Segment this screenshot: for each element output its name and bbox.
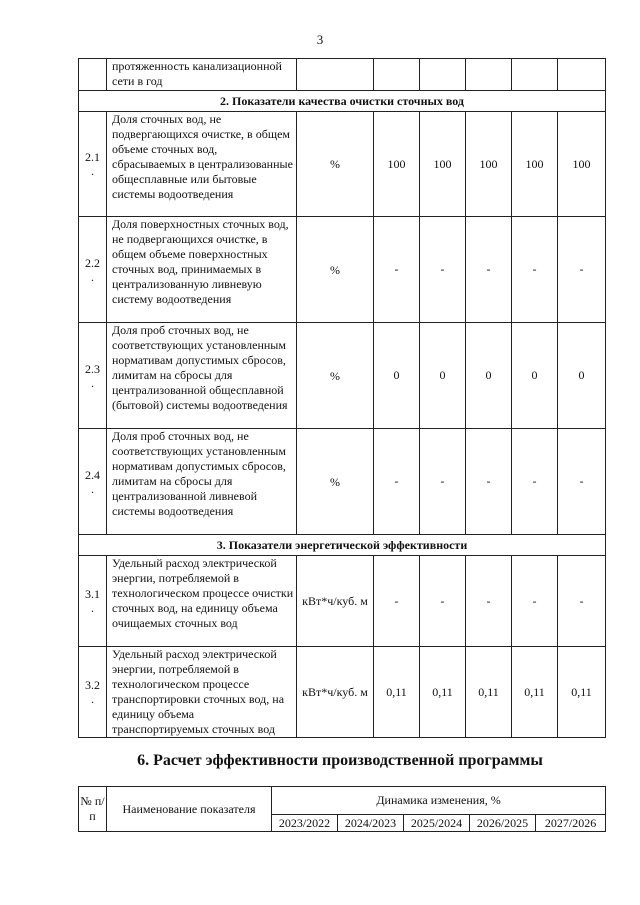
indicator-name: Удельный расход электрической энергии, потребляемой в технологическом процессе транспортировки сточных вод, на единицу объема транспортируемых сточных вод bbox=[107, 647, 297, 738]
table-row bbox=[79, 323, 606, 429]
row-number: 2.4 . bbox=[79, 429, 107, 535]
page-number: 3 bbox=[316, 32, 324, 47]
unit-cell: кВт*ч/куб. м bbox=[297, 556, 374, 647]
efficiency-table bbox=[78, 786, 606, 832]
column-header-name: Наименование показателя bbox=[107, 787, 272, 832]
value-cell: 0,11 bbox=[512, 647, 558, 738]
unit-cell: % bbox=[297, 323, 374, 429]
table-row bbox=[79, 647, 606, 738]
period-header: 2023/2022 bbox=[272, 815, 338, 832]
period-header: 2026/2025 bbox=[470, 815, 536, 832]
value-cell: - bbox=[558, 217, 606, 323]
value-cell: - bbox=[374, 429, 420, 535]
value-cell: - bbox=[374, 217, 420, 323]
indicator-name: Доля проб сточных вод, не соответствующих установленным нормативам допустимых сбросов, лимитам на сбросы для централизованной общесплавной (бытовой) системы водоотведения bbox=[107, 323, 297, 429]
value-cell: - bbox=[374, 556, 420, 647]
section-title: 2. Показатели качества очистки сточных вод bbox=[79, 91, 606, 112]
indicator-name: Доля проб сточных вод, не соответствующих установленным нормативам допустимых сбросов, лимитам на сбросы для централизованной ливневой системы водоотведения bbox=[107, 429, 297, 535]
value-cell: 100 bbox=[558, 112, 606, 217]
table-row bbox=[79, 556, 606, 647]
unit-cell: кВт*ч/куб. м bbox=[297, 647, 374, 738]
indicator-name: протяженность канализационной сети в год bbox=[107, 59, 297, 91]
row-number: 2.1 . bbox=[79, 112, 107, 217]
value-cell: 100 bbox=[512, 112, 558, 217]
unit-cell: % bbox=[297, 112, 374, 217]
indicator-name: Доля сточных вод, не подвергающихся очистке, в общем объеме сточных вод, сбрасываемых в централизованные общесплавные или бытовые системы водоотведения bbox=[107, 112, 297, 217]
unit-cell: % bbox=[297, 429, 374, 535]
value-cell: 0,11 bbox=[558, 647, 606, 738]
value-cell: 100 bbox=[420, 112, 466, 217]
indicators-table bbox=[78, 58, 606, 738]
row-number: 3.1 . bbox=[79, 556, 107, 647]
column-header-dynamics: Динамика изменения, % bbox=[272, 787, 606, 815]
value-cell: - bbox=[466, 217, 512, 323]
value-cell: 0 bbox=[558, 323, 606, 429]
row-number: 2.2 . bbox=[79, 217, 107, 323]
value-cell: - bbox=[512, 429, 558, 535]
value-cell: - bbox=[420, 556, 466, 647]
value-cell: 0,11 bbox=[374, 647, 420, 738]
indicator-name: Доля поверхностных сточных вод, не подвергающихся очистке, в общем объеме поверхностных сточных вод, принимаемых в централизованную ливневую систему водоотведения bbox=[107, 217, 297, 323]
value-cell: 0,11 bbox=[466, 647, 512, 738]
indicator-name: Удельный расход электрической энергии, потребляемой в технологическом процессе очистки сточных вод, на единицу объема очищаемых сточных вод bbox=[107, 556, 297, 647]
value-cell: 0 bbox=[374, 323, 420, 429]
section-row bbox=[79, 91, 606, 112]
row-number: 3.2 . bbox=[79, 647, 107, 738]
value-cell: 100 bbox=[466, 112, 512, 217]
value-cell: - bbox=[466, 556, 512, 647]
value-cell: - bbox=[512, 217, 558, 323]
unit-cell: % bbox=[297, 217, 374, 323]
section-row bbox=[79, 535, 606, 556]
value-cell: 0 bbox=[420, 323, 466, 429]
value-cell: - bbox=[420, 429, 466, 535]
period-header: 2027/2026 bbox=[536, 815, 606, 832]
value-cell: - bbox=[512, 556, 558, 647]
table-row bbox=[79, 59, 606, 91]
section-heading: 6. Расчет эффективности производственной программы bbox=[137, 752, 543, 769]
value-cell: - bbox=[420, 217, 466, 323]
value-cell: 0 bbox=[466, 323, 512, 429]
header-row bbox=[79, 787, 606, 815]
period-header: 2025/2024 bbox=[404, 815, 470, 832]
column-header-number: № п/п bbox=[79, 787, 107, 832]
value-cell: 100 bbox=[374, 112, 420, 217]
table-row bbox=[79, 429, 606, 535]
value-cell: - bbox=[558, 556, 606, 647]
section-title: 3. Показатели энергетической эффективности bbox=[79, 535, 606, 556]
table-row bbox=[79, 112, 606, 217]
value-cell: - bbox=[558, 429, 606, 535]
value-cell: 0 bbox=[512, 323, 558, 429]
value-cell: 0,11 bbox=[420, 647, 466, 738]
value-cell: - bbox=[466, 429, 512, 535]
period-header: 2024/2023 bbox=[338, 815, 404, 832]
row-number: 2.3 . bbox=[79, 323, 107, 429]
table-row bbox=[79, 217, 606, 323]
